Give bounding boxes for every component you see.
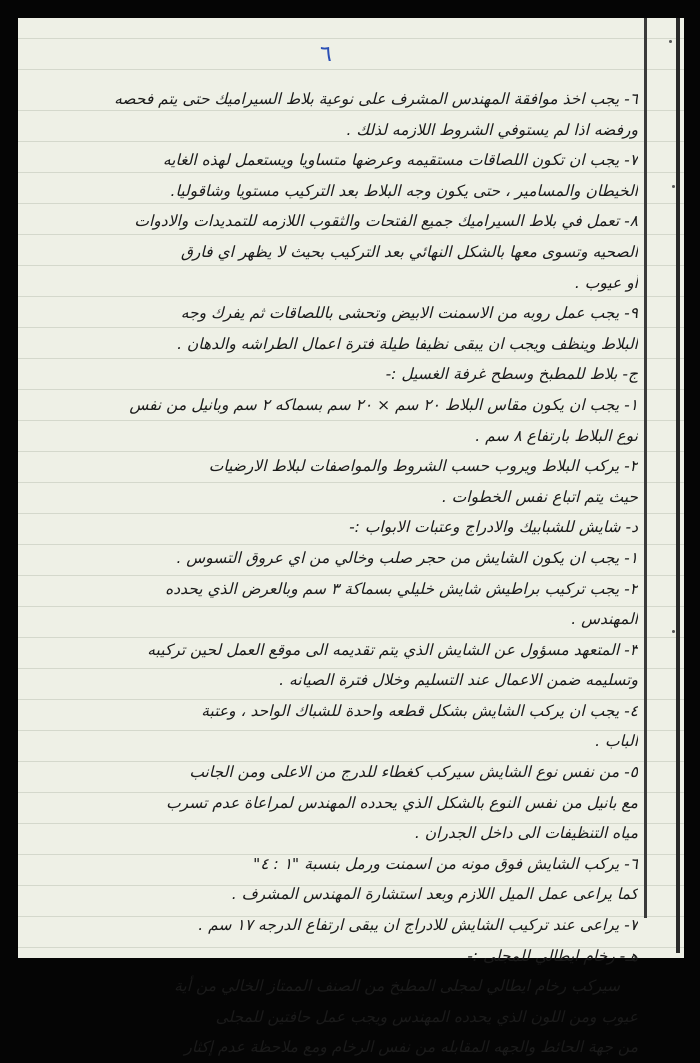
text-line: وتسليمه ضمن الاعمال عند التسليم وخلال فترة الصيانه . bbox=[279, 671, 638, 690]
text-line: الباب . bbox=[595, 732, 638, 751]
text-line: ورفضه اذا لم يستوفي الشروط اللازمه لذلك . bbox=[346, 120, 638, 139]
section-heading: هـ- رخام ايطالي للمجلى :- bbox=[467, 946, 638, 965]
text-line: ٦- يركب الشايش فوق مونه من اسمنت ورمل بنسبة "١ : ٤" bbox=[253, 854, 638, 873]
text-line: من جهة الحائط والجهه المقابله من نفس الرخام ومع ملاحظة عدم إكثار bbox=[184, 1038, 638, 1057]
page-edge-border bbox=[676, 18, 680, 953]
text-line: سيركب رخام ايطالي لمجلى المطبخ من الصنف الممتاز الخالي من أية bbox=[174, 977, 620, 996]
text-line: ٤- يجب ان يركب الشايش بشكل قطعه واحدة للشباك الواحد ، وعتبة bbox=[201, 701, 638, 720]
text-line: نوع البلاط بارتفاع ٨ سم . bbox=[475, 426, 638, 445]
text-line: ٢- يجب تركيب براطيش شايش خليلي بسماكة ٣ سم وبالعرض الذي يحدده bbox=[165, 579, 638, 598]
text-line: الصحيه وتسوى معها بالشكل النهائي بعد التركيب بحيث لا يظهر اي فارق bbox=[180, 242, 638, 261]
text-line: أو عيوب . bbox=[574, 273, 638, 292]
text-line: ٧- يراعى عند تركيب الشايش للادراج ان يبقى ارتفاع الدرجه ١٧ سم . bbox=[198, 916, 638, 935]
margin-rule bbox=[644, 18, 647, 918]
text-line: حيث يتم اتباع نفس الخطوات . bbox=[441, 487, 638, 506]
page-number: ٦ bbox=[320, 42, 332, 67]
text-line: عيوب ومن اللون الذي يحدده المهندس ويجب عمل حافتين للمجلى bbox=[215, 1007, 638, 1026]
text-line: كما يراعى عمل الميل اللازم وبعد استشارة المهندس المشرف . bbox=[231, 885, 638, 904]
section-heading: ج- بلاط للمطبخ وسطح غرفة الغسيل :- bbox=[385, 365, 638, 384]
text-line: ٥- من نفس نوع الشايش سيركب كغطاء للدرج من الاعلى ومن الجانب bbox=[189, 763, 638, 782]
text-line: ١- يجب ان يكون مقاس البلاط ٢٠ سم × ٢٠ سم بسماكه ٢ سم وبانيل من نفس bbox=[129, 395, 638, 414]
text-line: ٧- يجب ان تكون اللصاقات مستقيمه وعرضها متساويا ويستعمل لهذه الغايه bbox=[162, 151, 638, 170]
scan-speck bbox=[672, 185, 675, 188]
handwritten-text-body bbox=[38, 84, 638, 1063]
text-line: ٩- يجب عمل روبه من الاسمنت الابيض وتحشى باللصاقات ثم يفرك وجه bbox=[180, 304, 638, 323]
text-line: ١- يجب ان يكون الشايش من حجر صلب وخالي من اي عروق التسوس . bbox=[176, 548, 638, 567]
text-line: المهندس . bbox=[571, 610, 638, 629]
text-line: ٨- تعمل في بلاط السيراميك جميع الفتحات والثقوب اللازمه للتمديدات والادوات bbox=[134, 212, 638, 231]
scan-speck bbox=[669, 40, 672, 43]
text-line: مع بانيل من نفس النوع بالشكل الذي يحدده المهندس لمراعاة عدم تسرب bbox=[166, 793, 638, 812]
text-line: ٢- يركب البلاط ويروب حسب الشروط والمواصفات لبلاط الارضيات bbox=[208, 457, 638, 476]
scan-speck bbox=[672, 630, 675, 633]
section-heading: د- شايش للشبابيك والادراج وعتبات الابواب :- bbox=[349, 518, 638, 537]
text-line: البلاط وينظف ويجب ان يبقى نظيفا طيلة فترة اعمال الطراشه والدهان . bbox=[177, 334, 638, 353]
text-line: الخيطان والمسامير ، حتى يكون وجه البلاط بعد التركيب مستويا وشاقوليا. bbox=[170, 181, 638, 200]
text-line: ٣- المتعهد مسؤول عن الشايش الذي يتم تقديمه الى موقع العمل لحين تركيبه bbox=[147, 640, 638, 659]
text-line: مياه التنظيفات الى داخل الجدران . bbox=[414, 824, 638, 843]
text-line: ٦- يجب اخذ موافقة المهندس المشرف على نوعية بلاط السيراميك حتى يتم فحصه bbox=[114, 90, 638, 108]
